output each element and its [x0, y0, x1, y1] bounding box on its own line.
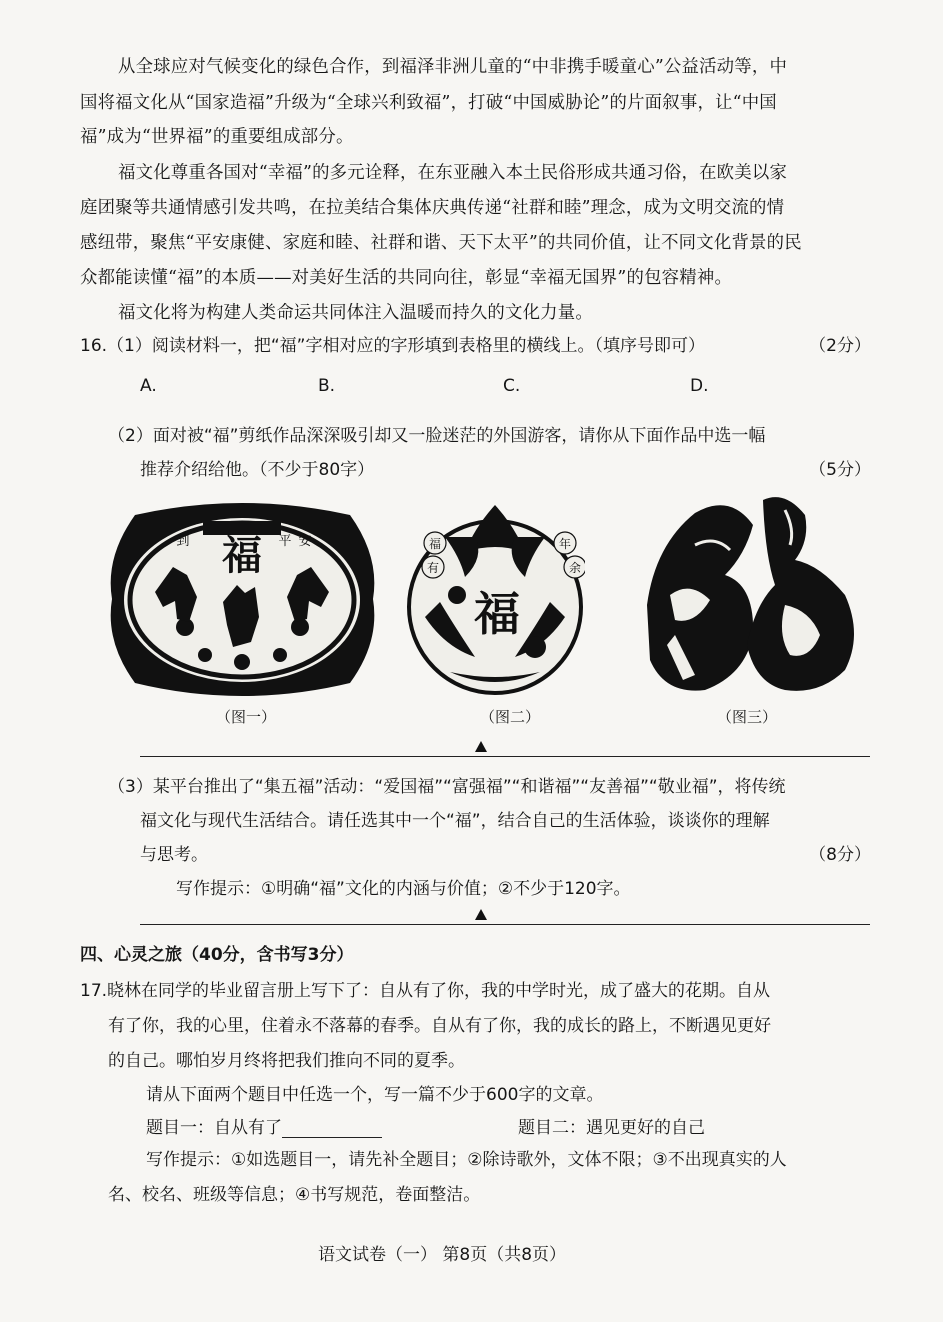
- q16-part3-prompt: （3）某平台推出了“集五福”活动：“爱国福”“富强福”“和谐福”“友善福”“敬业福”，将传统: [108, 777, 786, 797]
- svg-text:安: 安: [298, 534, 312, 549]
- passage-line: 感纽带，聚焦“平安康健、家庭和睦、社群和谐、天下太平”的共同价值，让不同文化背景的民: [80, 233, 802, 253]
- q16-part3-tip: 写作提示：①明确“福”文化的内涵与价值；②不少于120字。: [176, 879, 631, 899]
- option-a: A.: [140, 376, 157, 396]
- passage-line: 庭团聚等共通情感引发共鸣，在拉美结合集体庆典传递“社群和睦”理念，成为文明交流的情: [80, 198, 785, 218]
- figure-3-caption: （图三）: [717, 708, 778, 726]
- q17-prompt: 17.晓林在同学的毕业留言册上写下了：自从有了你，我的中学时光，成了盛大的花期。自从: [80, 981, 771, 1001]
- q16-part1-prompt: 16.（1）阅读材料一，把“福”字相对应的字形填到表格里的横线上。（填序号即可）: [80, 336, 705, 356]
- q16-part2-points: （5分）: [809, 460, 871, 480]
- q16-part3-points: （8分）: [809, 845, 871, 865]
- q16-part2-prompt-2: 推荐介绍给他。（不少于80字）: [140, 460, 375, 480]
- paper-cut-figure-1: [105, 497, 380, 702]
- q17-topic-2: 题目二：遇见更好的自己: [518, 1118, 705, 1138]
- triangle-marker-icon: [475, 741, 487, 752]
- q16-part3-prompt-2: 福文化与现代生活结合。请任选其中一个“福”，结合自己的生活体验，谈谈你的理解: [140, 811, 770, 831]
- passage-line: 众都能读懂“福”的本质——对美好生活的共同向往，彰显“幸福无国界”的包容精神。: [80, 268, 733, 288]
- figure-2-caption: （图二）: [480, 708, 541, 726]
- topic-1-blank: [282, 1121, 382, 1138]
- passage-line: 福文化尊重各国对“幸福”的多元诠释，在东亚融入本土民俗形成共通习俗，在欧美以家: [118, 163, 788, 183]
- passage-line: 福”成为“世界福”的重要组成部分。: [80, 127, 354, 147]
- svg-text:有: 有: [426, 561, 440, 575]
- figure-1-caption: （图一）: [216, 708, 277, 726]
- triangle-marker-icon: [475, 909, 487, 920]
- q16-part1-points: （2分）: [809, 336, 871, 356]
- option-b: B.: [318, 376, 336, 396]
- q17-instruction: 请从下面两个题目中任选一个，写一篇不少于600字的文章。: [146, 1085, 604, 1105]
- passage-line: 国将福文化从“国家造福”升级为“全球兴利致福”，打破“中国威胁论”的片面叙事，让“中国: [80, 93, 777, 113]
- page-footer: 语文试卷（一） 第8页（共8页）: [318, 1245, 567, 1265]
- q17-topic-1: [146, 1113, 382, 1138]
- option-d: D.: [690, 376, 709, 396]
- paper-cut-fu-character: 福: [222, 532, 262, 579]
- paper-cut-figure-3: [635, 485, 865, 700]
- q17-tip: 写作提示：①如选题目一，请先补全题目；②除诗歌外，文体不限；③不出现真实的人: [146, 1150, 787, 1170]
- paper-cut-fu-character: 福: [474, 587, 520, 641]
- svg-text:年: 年: [558, 537, 572, 551]
- q16-part2-prompt: （2）面对被“福”剪纸作品深深吸引却又一脸迷茫的外国游客，请你从下面作品中选一幅: [108, 426, 766, 446]
- q17-prompt-3: 的自己。哪怕岁月终将把我们推向不同的夏季。: [108, 1051, 465, 1071]
- option-c: C.: [503, 376, 521, 396]
- passage-line: 从全球应对气候变化的绿色合作，到福泽非洲儿童的“中非携手暖童心”公益活动等，中: [118, 57, 788, 77]
- svg-text:福: 福: [428, 537, 442, 551]
- svg-text:平: 平: [278, 534, 292, 549]
- q17-prompt-2: 有了你，我的心里，住着永不落幕的春季。自从有了你，我的成长的路上，不断遇见更好: [108, 1016, 771, 1036]
- svg-text:余: 余: [568, 561, 582, 575]
- topic-1-label: 题目一：自从有了: [146, 1118, 282, 1138]
- svg-text:到: 到: [176, 534, 190, 549]
- section-heading: 四、心灵之旅（40分，含书写3分）: [80, 945, 354, 965]
- q16-part3-prompt-3: 与思考。: [140, 845, 208, 865]
- paper-cut-figure-2: [405, 497, 585, 697]
- passage-line: 福文化将为构建人类命运共同体注入温暖而持久的文化力量。: [118, 303, 593, 323]
- answer-line: [140, 756, 870, 757]
- answer-line: [140, 924, 870, 925]
- q17-tip-2: 名、校名、班级等信息；④书写规范，卷面整洁。: [108, 1185, 481, 1205]
